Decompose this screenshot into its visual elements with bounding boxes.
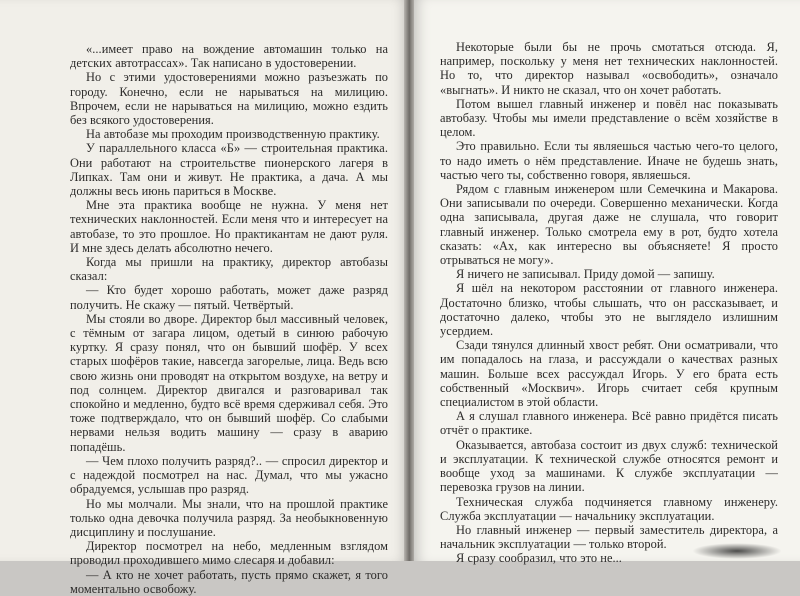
paragraph: Мне эта практика вообще не нужна. У меня нет технических наклонностей. Если меня что и интересует на автобазе, то это прошлое. Но практикантам не дают руля. И мне здесь делать абсолютно нечего. [70,198,388,255]
paragraph: Оказывается, автобаза состоит из двух служб: технической и эксплуатации. К технической службе относятся ремонт и вообще уход за машинами. К службе эксплуатации — перевозка грузов на линии. [440,437,778,495]
paragraph: Сзади тянулся длинный хвост ребят. Они осматривали, что им попадалось на глаза, и рассуждали о качествах разных машин. Больше всех рассуждал Игорь. У его брата есть собственный «Москвич». Игорь считает себя крупным специалистом в этой области. [440,338,778,410]
paragraph: На автобазе мы проходим производственную практику. [86,127,380,142]
paragraph: Я сразу сообразил, что это не... [456,551,622,566]
paragraph: — А кто не хочет работать, пусть прямо скажет, я того моментально освобожу. [70,567,388,596]
paragraph: Рядом с главным инженером шли Семечкина и Макарова. Они записывали по очереди. Совершенно механически. Когда одна записывала, другая даже не слушала, что говорит главный инженер. Только смотрела ему в рот, будто хотела сказать: «Ах, как интересно вы объясняете! Я просто отрываться не могу». [440,182,778,268]
right-page-text [440,40,778,566]
paragraph: Но главный инженер — первый заместитель директора, а начальник эксплуатации — только второй. [440,522,778,552]
paragraph: Я шёл на некотором расстоянии от главного инженера. Достаточно близко, чтобы слышать, что он рассказывает, и достаточно далеко, чтобы это не выглядело излишним усердием. [440,281,778,339]
paragraph: Когда мы пришли на практику, директор автобазы сказал: [70,255,388,284]
paragraph: — Кто будет хорошо работать, может даже разряд получить. Не скажу — пятый. Четвёртый. [70,283,388,312]
paragraph: Но с этими удостоверениями можно разъезжать по городу. Конечно, если не нарываться на милицию. Впрочем, если не нарываться на милицию, можно ездить без всякого удостоверения. [70,70,388,128]
paragraph: У параллельного класса «Б» — строительная практика. Они работают на строительстве пионерского лагеря в Липках. Там они и живут. Не практика, а дача. А мы должны весь июнь париться в Москве. [70,141,388,199]
paragraph: Но мы молчали. Мы знали, что на прошлой практике только одна девочка получила разряд. За необыкновенную дисциплину и послушание. [70,496,388,539]
paragraph: Я ничего не записывал. Приду домой — запишу. [456,267,715,282]
paragraph: Директор посмотрел на небо, медленным взглядом проводил проходившего мимо слесаря и добавил: [70,539,388,568]
paragraph: Мы стояли во дворе. Директор был массивный человек, с тёмным от загара лицом, одетый в синюю рабочую куртку. Я сразу понял, что он бывший шофёр. У всех старых шофёров такие, навсегда загорелые, лица. Ведь всю свою жизнь они проводят на открытом воздухе, на ветру и под солнцем. Директор двигался и разговаривал так спокойно и медленно, будто всё время сдерживал себя. Это тоже подтверждало, что он бывший шофёр. Со слабыми нервами нельзя водить машину — сразу в аварию попадёшь. [70,311,388,454]
left-page-text [70,42,388,596]
ink-smudge [692,543,782,559]
paragraph: Техническая служба подчиняется главному инженеру. Служба эксплуатации — начальнику эксплуатации. [440,494,778,523]
paragraph: Это правильно. Если ты являешься частью чего-то целого, то надо иметь о нём представление. Иначе не будешь знать, частью чего ты, собственно говоря, являешься. [440,139,778,182]
paragraph: «...имеет право на вождение автомашин только на детских автотрассах». Так написано в удостоверении. [70,42,388,71]
paragraph: А я слушал главного инженера. Всё равно придётся писать отчёт о практике. [440,409,778,438]
paragraph: Потом вышел главный инженер и повёл нас показывать автобазу. Чтобы мы имели представление о всём хозяйстве в целом. [440,96,778,140]
paragraph: — Чем плохо получить разряд?.. — спросил директор и с надеждой посмотрел на нас. Думал, что мы ужасно обрадуемся, услышав про разряд. [70,453,388,497]
right-page [414,0,800,566]
paragraph: Некоторые были бы не прочь смотаться отсюда. Я, например, поскольку у меня нет технических наклонностей. Но то, что директор называл «освободить», означало «выгнать». И никто не сказал, что он хочет работать. [440,40,778,97]
